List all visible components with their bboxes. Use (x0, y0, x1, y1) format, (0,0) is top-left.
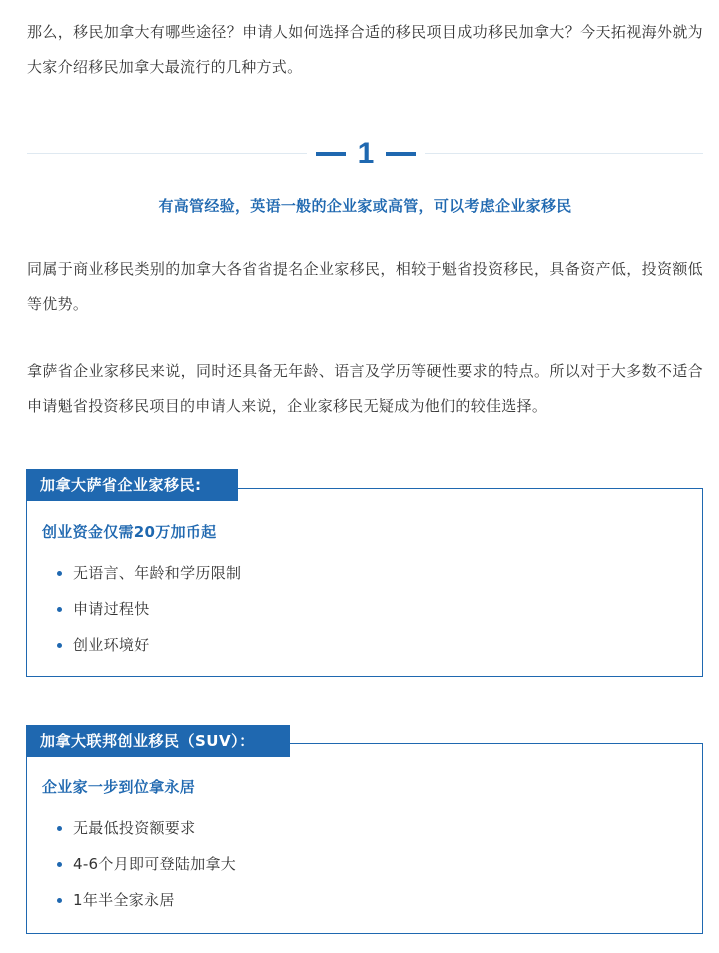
bullet-icon (57, 826, 62, 831)
program-box-suv (26, 743, 703, 934)
section-subtitle: 有高管经验，英语一般的企业家或高管，可以考虑企业家移民 (158, 197, 572, 215)
bullet-icon (57, 898, 62, 903)
program-feature-list (27, 810, 236, 918)
program-tag-saskatchewan: 加拿大萨省企业家移民: (26, 469, 238, 501)
bullet-icon (57, 643, 62, 648)
bullet-icon (57, 607, 62, 612)
program-heading: 企业家一步到位拿永居 (42, 778, 196, 796)
list-item-text: 1年半全家永居 (73, 891, 175, 909)
list-item (27, 591, 241, 627)
list-item (27, 810, 236, 846)
list-item (27, 846, 236, 882)
body-paragraph-2: 拿萨省企业家移民来说，同时还具备无年龄、语言及学历等硬性要求的特点。所以对于大多数不适合申请魁省投资移民项目的申请人来说，企业家移民无疑成为他们的较佳选择。 (27, 362, 703, 415)
dash-right (386, 152, 416, 156)
list-item (27, 555, 241, 591)
bullet-icon (57, 571, 62, 576)
list-item-text: 申请过程快 (73, 600, 150, 618)
section-number-badge (307, 134, 425, 174)
list-item-text: 创业环境好 (73, 636, 150, 654)
program-feature-list (27, 555, 241, 663)
body-paragraph-1: 同属于商业移民类别的加拿大各省省提名企业家移民，相较于魁省投资移民，具备资产低，投资额低等优势。 (27, 260, 703, 313)
list-item-text: 无语言、年龄和学历限制 (73, 564, 242, 582)
list-item (27, 882, 236, 918)
program-tag-suv: 加拿大联邦创业移民（SUV）： (26, 725, 290, 757)
list-item (27, 627, 241, 663)
list-item-text: 无最低投资额要求 (73, 819, 196, 837)
section-number: 1 (357, 137, 375, 170)
list-item-text: 4-6个月即可登陆加拿大 (73, 855, 237, 873)
bullet-icon (57, 862, 62, 867)
program-heading: 创业资金仅需20万加币起 (42, 523, 217, 541)
program-box-saskatchewan (26, 488, 703, 677)
dash-left (316, 152, 346, 156)
intro-paragraph: 那么，移民加拿大有哪些途径？申请人如何选择合适的移民项目成功移民加拿大？今天拓视海外就为大家介绍移民加拿大最流行的几种方式。 (27, 23, 703, 76)
